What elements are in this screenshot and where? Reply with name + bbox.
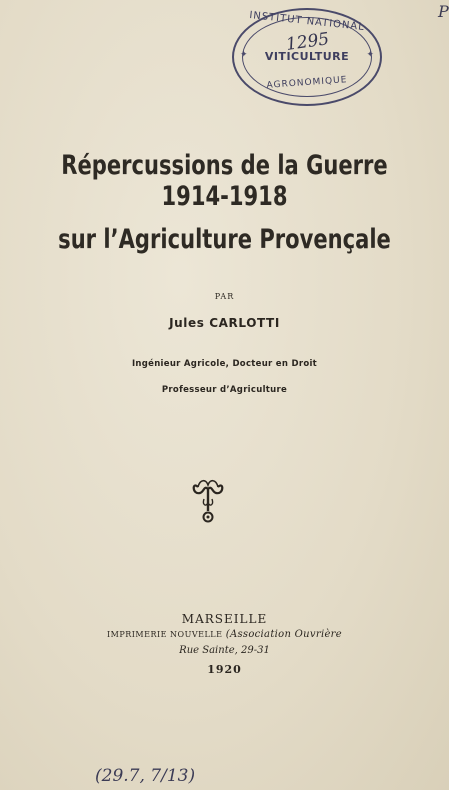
imprint-year: 1920 — [207, 663, 242, 676]
author-name: Jules CARLOTTI — [169, 316, 280, 330]
stamp-middle-text: VITICULTURE — [264, 50, 350, 63]
stamp-bottom-text: AGRONOMIQUE — [266, 75, 348, 91]
imprint-printer-name: IMPRIMERIE NOUVELLE — [107, 630, 223, 639]
stamp-top-text: INSTITUT NATIONAL — [248, 9, 366, 34]
byline-par: PAR — [214, 292, 235, 301]
handwritten-corner-mark: P — [438, 2, 449, 21]
imprint-printer-line — [0, 629, 449, 640]
title-line-1: Répercussions de la Guerre 1914-1918 — [61, 150, 388, 212]
author-degrees: Ingénieur Agricole, Docteur en Droit — [131, 359, 318, 369]
author-position: Professeur d’Agriculture — [161, 385, 288, 395]
imprint-city: MARSEILLE — [181, 612, 268, 626]
stamp-star-icon: ✦ — [240, 50, 248, 60]
imprint-street: Rue Sainte, 29-31 — [179, 645, 270, 656]
printer-ornament-icon — [190, 475, 226, 527]
handwritten-shelfmark: (29.7, 7/13) — [95, 766, 196, 786]
imprint-association: (Association Ouvrière — [225, 629, 342, 640]
title-line-2: sur l’Agriculture Provençale — [58, 224, 391, 255]
stamp-handwritten-number: 1295 — [284, 29, 331, 55]
stamp-star-icon: ✦ — [366, 50, 374, 60]
library-stamp — [232, 8, 382, 106]
